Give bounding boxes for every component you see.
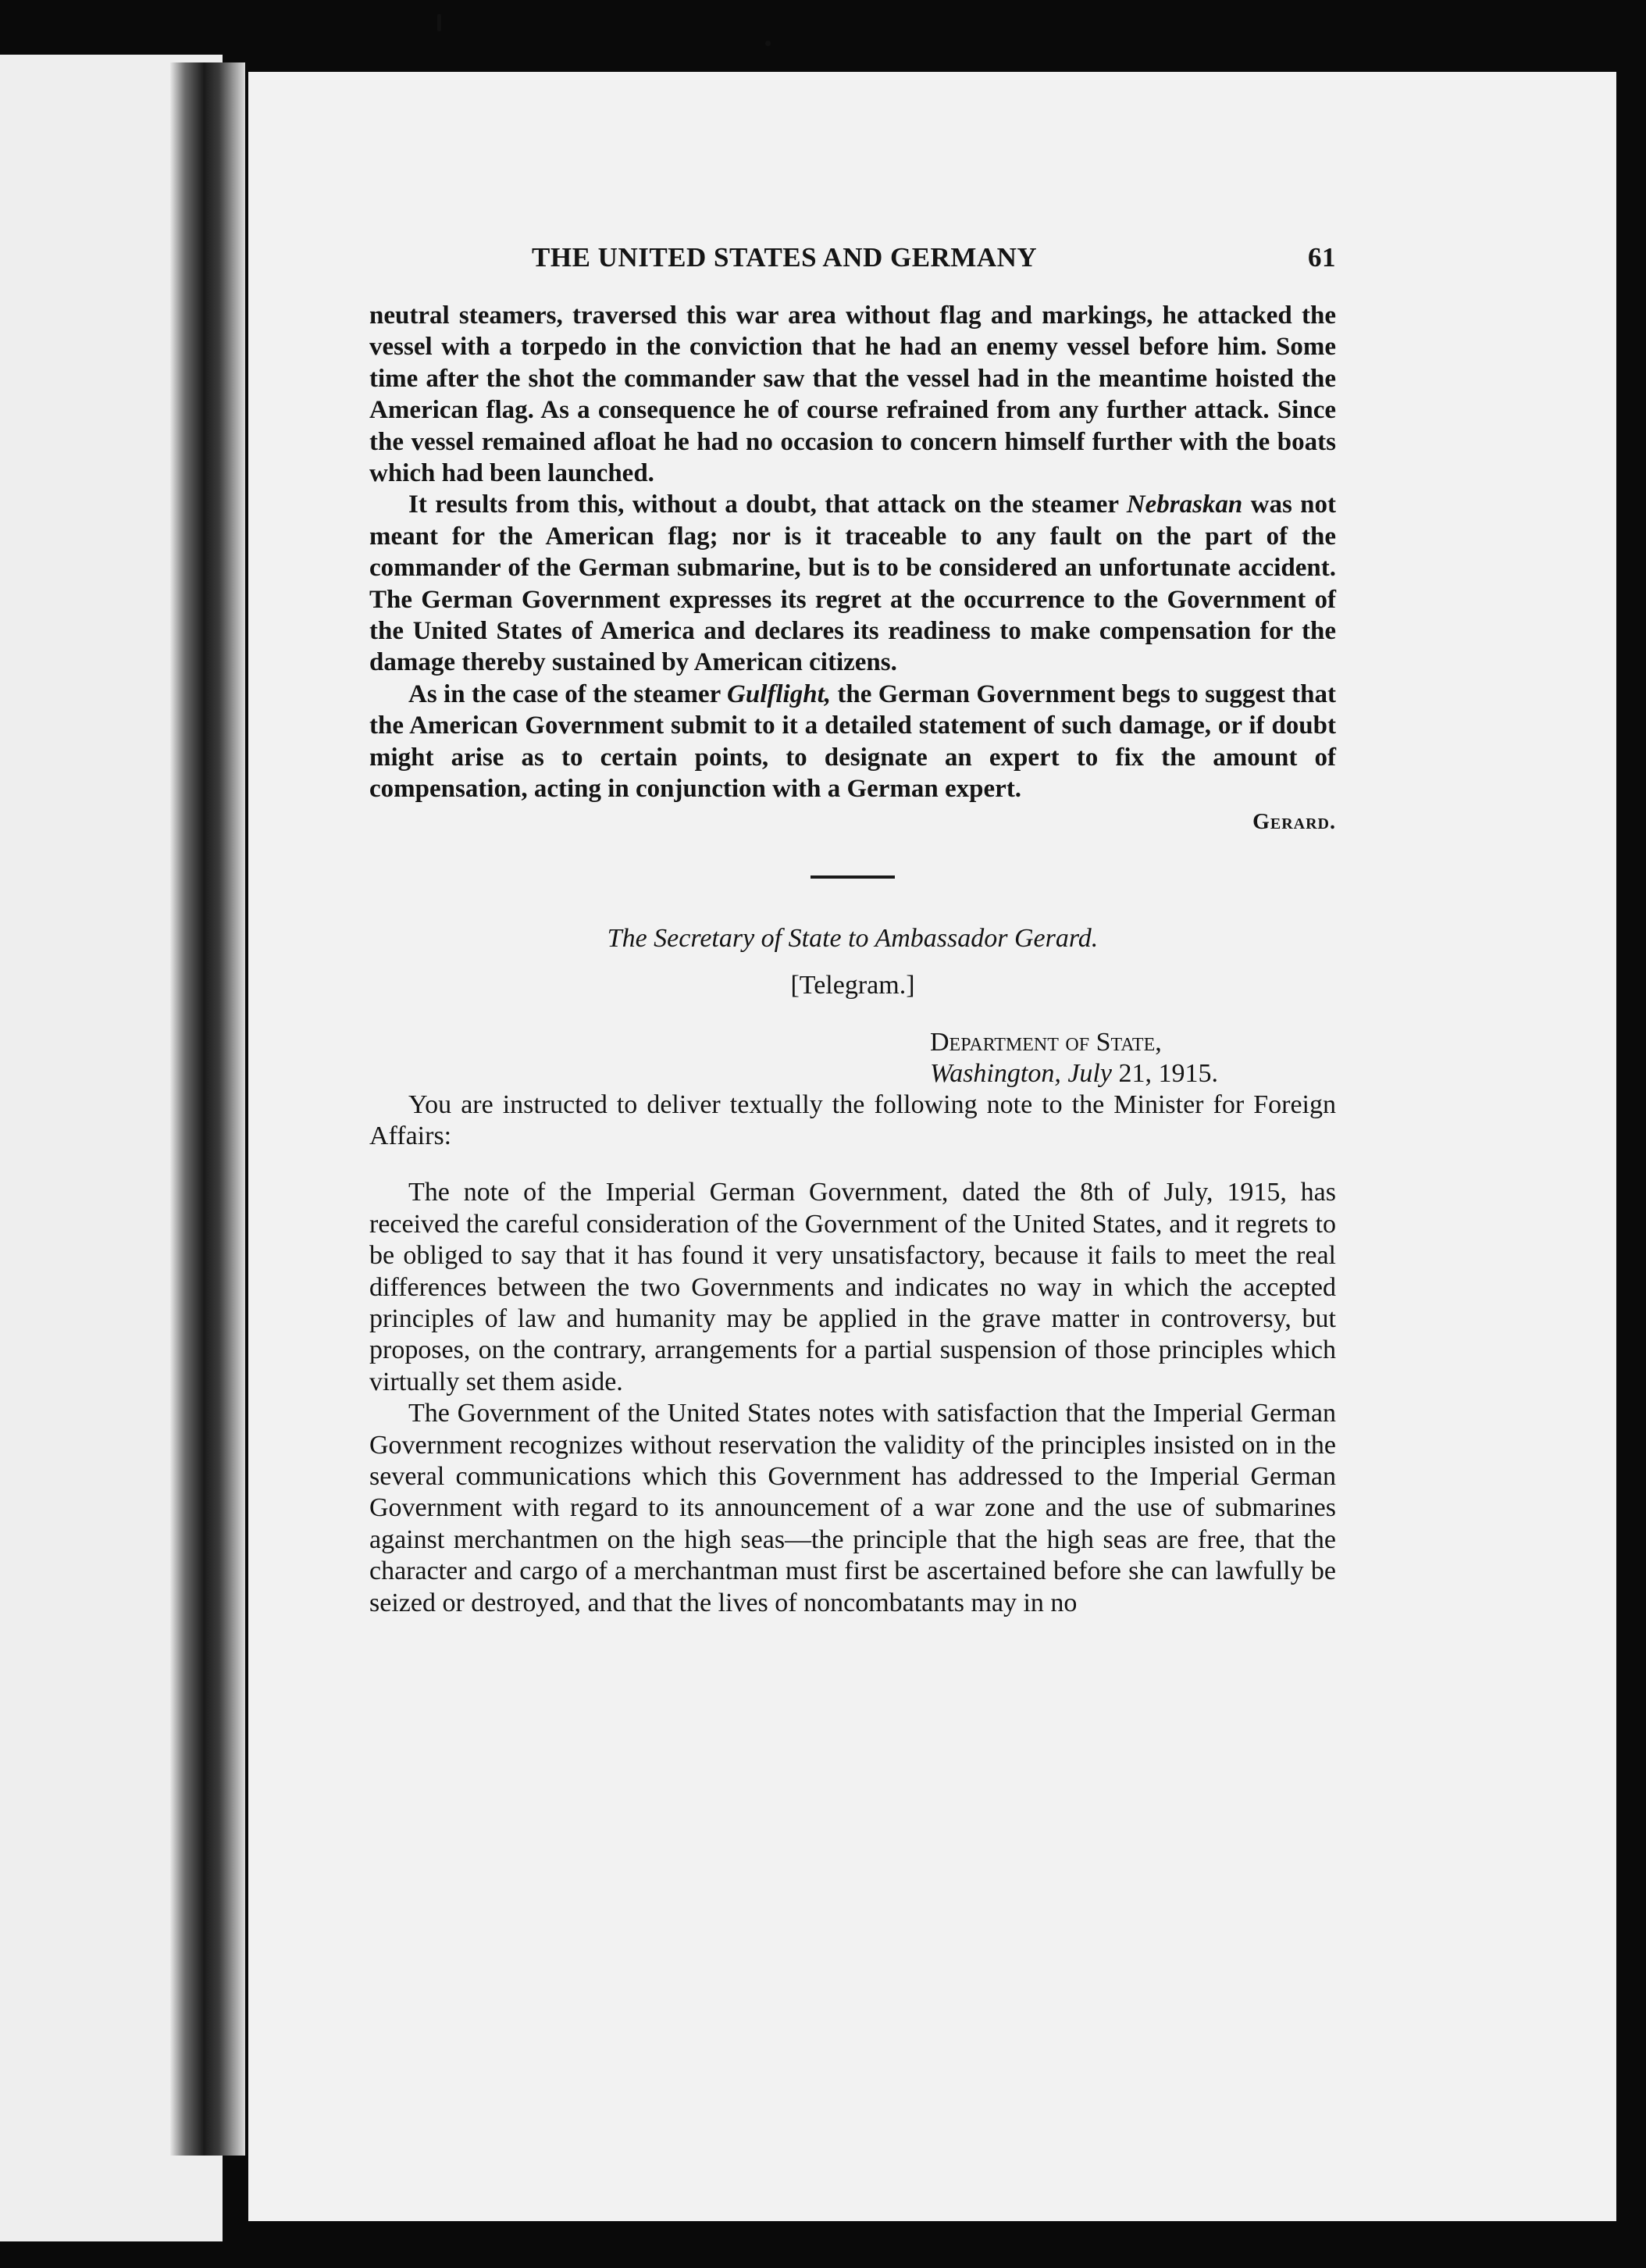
ship-name: Gulflight, bbox=[727, 679, 831, 708]
dateline-office: Department of State, bbox=[930, 1027, 1162, 1057]
telegram-label: [Telegram.] bbox=[790, 970, 915, 1000]
letter-body bbox=[369, 300, 1336, 805]
page-number: 61 bbox=[1308, 242, 1336, 273]
scan-artifact bbox=[765, 41, 771, 46]
ship-name: Nebraskan bbox=[1126, 490, 1243, 519]
book-page bbox=[248, 72, 1616, 2221]
telegram-body bbox=[369, 1089, 1336, 1620]
dateline bbox=[930, 1027, 1336, 1089]
paragraph-gulflight: As in the case of the steamer Gulflight, the German Government begs to suggest that the American Government submit to it a detailed statement of such damage, or if doubt might arise as to certain points, to designate an expert to fix the amount of compensation, acting in conjunction with a German expert. bbox=[369, 679, 1336, 804]
scan-artifact bbox=[437, 14, 441, 31]
note-paragraph-1: The note of the Imperial German Government, dated the 8th of July, 1915, has received the careful consideration of the Government of the United States, and it regrets to be obliged to say that it has found it very unsatisfactory, because it fails to meet the real differences between the two Governments and indicates no way in which the accepted principles of law and humanity may be applied in the grave matter in controversy, but proposes, on the contrary, arrangements for a partial suspension of those principles which virtually set them aside. bbox=[369, 1178, 1336, 1396]
dateline-place-date: Washington, July 21, 1915. bbox=[930, 1058, 1218, 1088]
section-divider bbox=[811, 875, 895, 879]
note-paragraph-2: The Government of the United States notes with satisfaction that the Imperial German Government recognizes without reservation the validity of the principles insisted on in the several communications which this Government has addressed to the Imperial German Government with regard to its announcement of a war zone and the use of submarines against merchantmen on the high seas—the principle that the high seas are free, that the character and cargo of a merchantman must first be ascertained before she can lawfully be seized or destroyed, and that the lives of noncombatants may in no bbox=[369, 1399, 1336, 1617]
paragraph-continuation: neutral steamers, traversed this war area without flag and markings, he attacked the vessel with a torpedo in the conviction that he had an enemy vessel before him. Some time after the shot the commander saw that the vessel had in the meantime hoisted the American flag. As a consequence he of course refrained from any further attack. Since the vessel remained afloat he had no occasion to concern himself further with the boats which had been launched. bbox=[369, 301, 1336, 488]
signature: Gerard. bbox=[1252, 809, 1336, 834]
book-binding-shadow bbox=[170, 62, 245, 2156]
running-header bbox=[532, 242, 1336, 300]
instruction-paragraph: You are instructed to deliver textually the following note to the Minister for Foreign Affairs: bbox=[369, 1089, 1336, 1150]
document-caption: The Secretary of State to Ambassador Gerard. bbox=[607, 923, 1099, 953]
page-content bbox=[369, 242, 1336, 1619]
paragraph-nebraskan: It results from this, without a doubt, that attack on the steamer Nebraskan was not meant for the American flag; nor is it traceable to any fault on the part of the commander of the German submarine, but is to be considered an unfortunate accident. The German Government expresses its regret at the occurrence to the Government of the United States of America and declares its readiness to make compensation for the damage thereby sustained by American citizens. bbox=[369, 490, 1336, 677]
running-title: THE UNITED STATES AND GERMANY bbox=[532, 242, 1038, 273]
